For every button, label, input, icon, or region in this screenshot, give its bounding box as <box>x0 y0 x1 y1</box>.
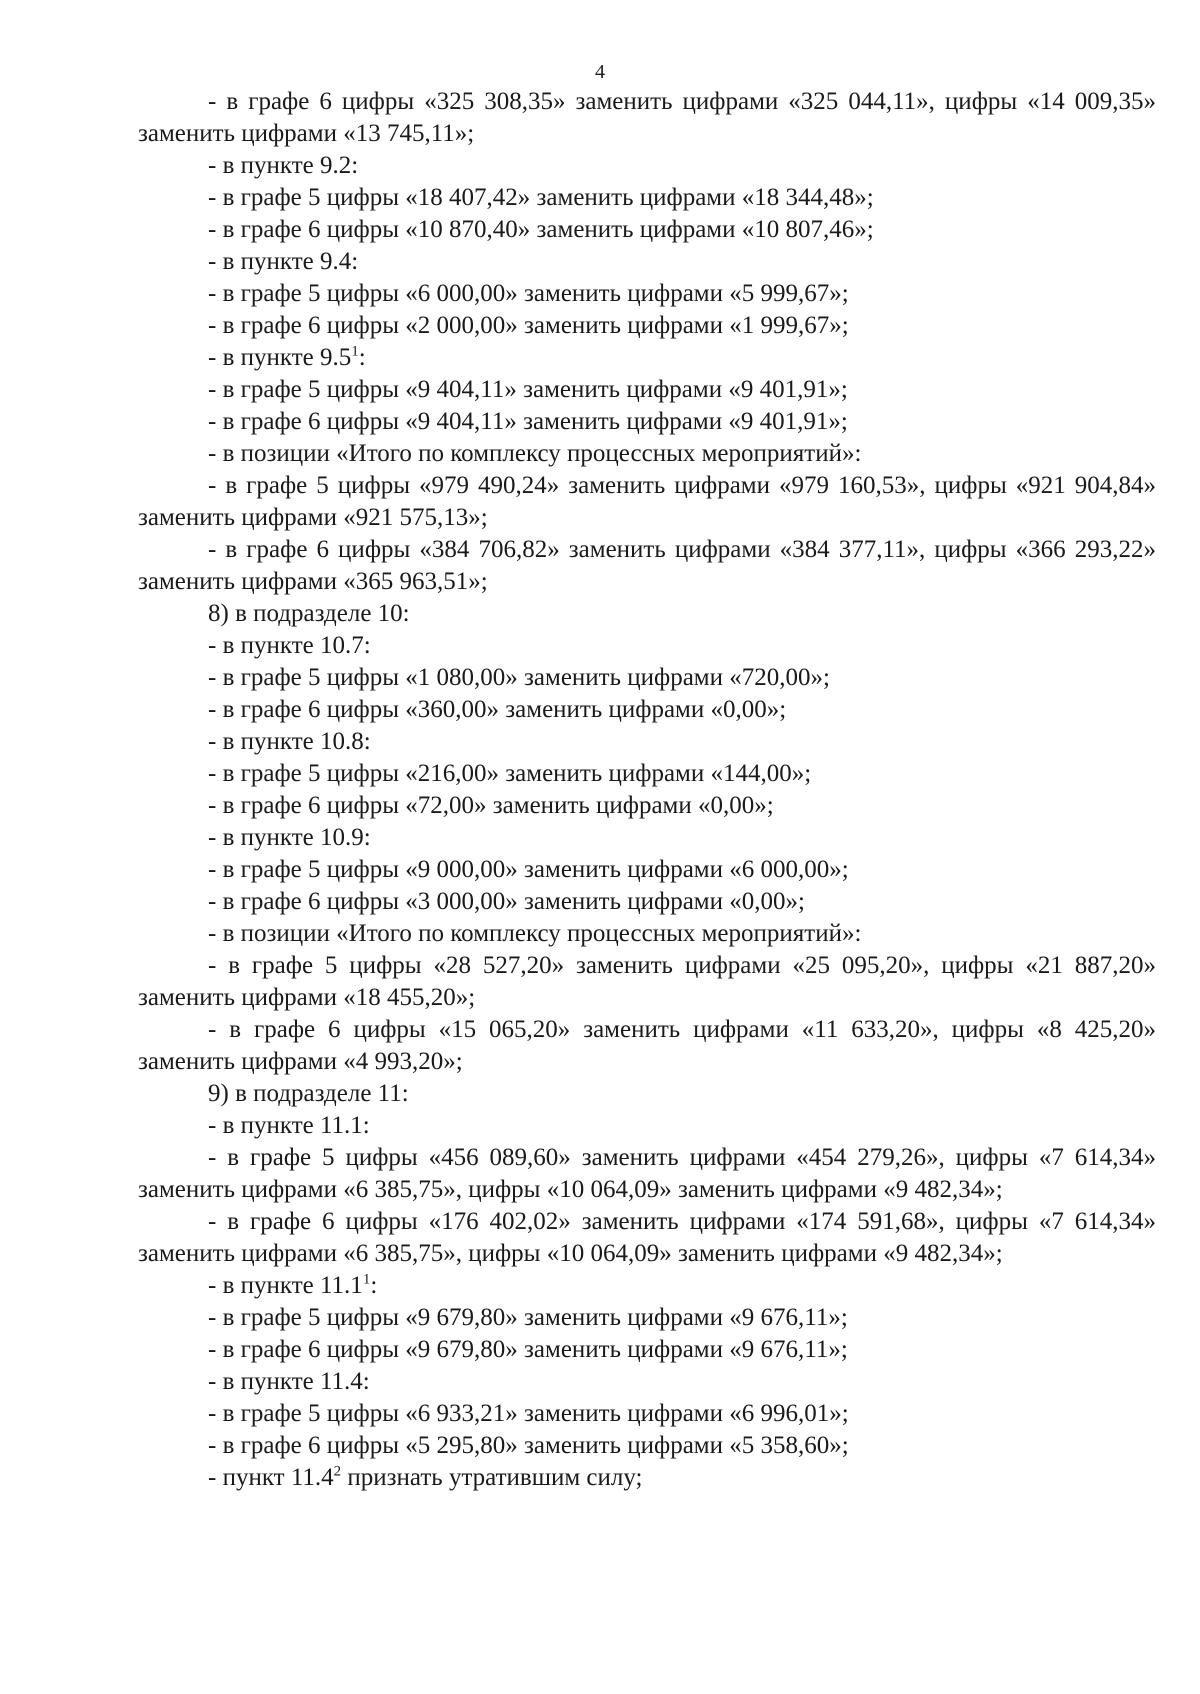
paragraph: - в пункте 9.4: <box>208 248 359 275</box>
paragraph: - в графе 5 цифры «216,00» заменить цифрами «144,00»; <box>208 760 812 787</box>
paragraph: - в позиции «Итого по комплексу процессных мероприятий»: <box>208 920 862 947</box>
paragraph: - в пункте 10.8: <box>208 728 371 755</box>
paragraph <box>138 342 1156 374</box>
paragraph: - в пункте 10.9: <box>208 824 371 851</box>
colon: : <box>370 1272 378 1299</box>
paragraph: - в графе 6 цифры «15 065,20» заменить цифрами «11 633,20», цифры «8 425,20» заменить цифрами «4 993,20»; <box>138 1016 1156 1075</box>
paragraph: - в позиции «Итого по комплексу процессных мероприятий»: <box>208 440 862 467</box>
paragraph: - в графе 5 цифры «9 679,80» заменить цифрами «9 676,11»; <box>208 1304 848 1331</box>
paragraph: - в графе 6 цифры «325 308,35» заменить цифрами «325 044,11», цифры «14 009,35» заменить цифрами «13 745,11»; <box>138 88 1156 147</box>
paragraph-text-tail: признать утратившим силу; <box>347 1464 643 1491</box>
colon: : <box>358 344 366 371</box>
document-body <box>138 86 1156 1494</box>
paragraph: - в пункте 11.4: <box>208 1368 370 1395</box>
page-number: 4 <box>595 61 605 83</box>
paragraph-text: - в пункте 9.5 <box>208 344 352 371</box>
paragraph: - в графе 6 цифры «384 706,82» заменить цифрами «384 377,11», цифры «366 293,22» заменить цифрами «365 963,51»; <box>138 536 1156 595</box>
paragraph: - в графе 6 цифры «2 000,00» заменить цифрами «1 999,67»; <box>208 312 849 339</box>
paragraph: - в графе 5 цифры «9 404,11» заменить цифрами «9 401,91»; <box>208 376 848 403</box>
paragraph: - в графе 5 цифры «979 490,24» заменить цифрами «979 160,53», цифры «921 904,84» заменить цифрами «921 575,13»; <box>138 472 1156 531</box>
paragraph: - в графе 6 цифры «72,00» заменить цифрами «0,00»; <box>208 792 774 819</box>
paragraph: - в графе 5 цифры «18 407,42» заменить цифрами «18 344,48»; <box>208 184 874 211</box>
superscript: 1 <box>351 343 359 360</box>
paragraph: - в пункте 9.2: <box>208 152 359 179</box>
paragraph: - в пункте 10.7: <box>208 632 371 659</box>
paragraph: 9) в подразделе 11: <box>208 1080 409 1107</box>
superscript: 2 <box>333 1463 342 1480</box>
paragraph <box>138 1270 1156 1302</box>
paragraph: - в графе 5 цифры «1 080,00» заменить цифрами «720,00»; <box>208 664 830 691</box>
paragraph: - в графе 6 цифры «9 679,80» заменить цифрами «9 676,11»; <box>208 1336 848 1363</box>
paragraph-text: - в пункте 11.1 <box>208 1272 363 1299</box>
paragraph: 8) в подразделе 10: <box>208 600 410 627</box>
paragraph: - в графе 6 цифры «360,00» заменить цифрами «0,00»; <box>208 696 787 723</box>
paragraph-text: - пункт 11.4 <box>208 1464 334 1491</box>
superscript: 1 <box>362 1271 371 1288</box>
paragraph: - в графе 5 цифры «6 000,00» заменить цифрами «5 999,67»; <box>208 280 849 307</box>
paragraph: - в графе 5 цифры «6 933,21» заменить цифрами «6 996,01»; <box>208 1400 849 1427</box>
paragraph: - в графе 6 цифры «9 404,11» заменить цифрами «9 401,91»; <box>208 408 848 435</box>
paragraph: - в графе 5 цифры «9 000,00» заменить цифрами «6 000,00»; <box>208 856 849 883</box>
paragraph: - в графе 6 цифры «3 000,00» заменить цифрами «0,00»; <box>208 888 805 915</box>
paragraph: - в графе 5 цифры «28 527,20» заменить цифрами «25 095,20», цифры «21 887,20» заменить цифрами «18 455,20»; <box>138 952 1156 1011</box>
paragraph <box>138 1462 1156 1494</box>
paragraph: - в графе 6 цифры «176 402,02» заменить цифрами «174 591,68», цифры «7 614,34» заменить цифрами «6 385,75», цифры «10 064,09» заменить цифрами «9 482,34»; <box>138 1208 1156 1267</box>
paragraph: - в графе 5 цифры «456 089,60» заменить цифрами «454 279,26», цифры «7 614,34» заменить цифрами «6 385,75», цифры «10 064,09» заменить цифрами «9 482,34»; <box>138 1144 1156 1203</box>
paragraph: - в графе 6 цифры «5 295,80» заменить цифрами «5 358,60»; <box>208 1432 849 1459</box>
paragraph: - в графе 6 цифры «10 870,40» заменить цифрами «10 807,46»; <box>208 216 874 243</box>
paragraph: - в пункте 11.1: <box>208 1112 370 1139</box>
